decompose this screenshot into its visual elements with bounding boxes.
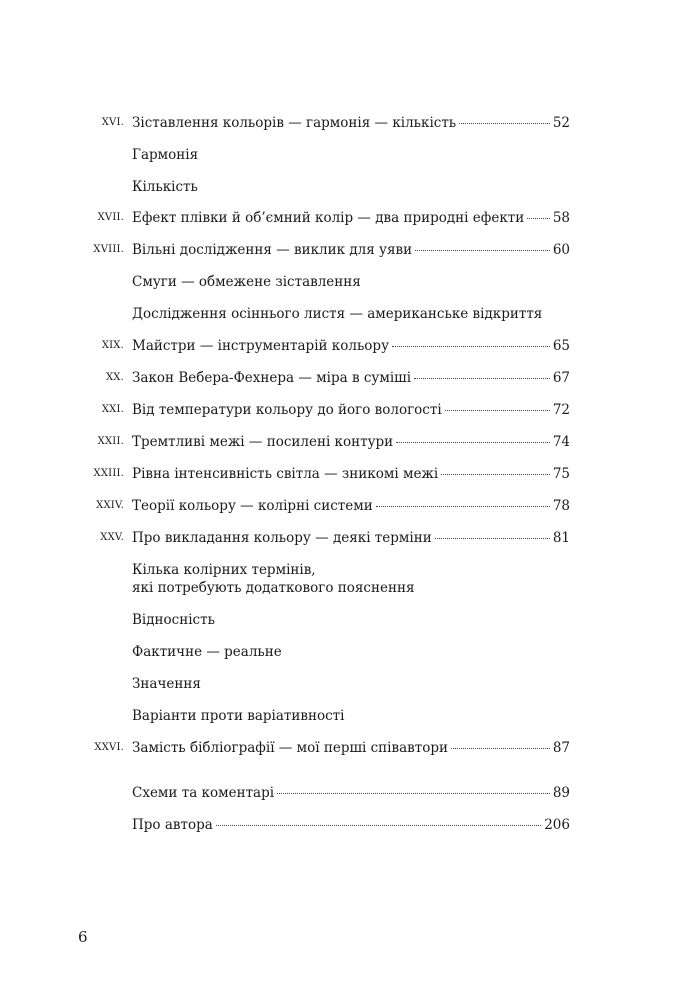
subsection-title-line-2: які потребують додаткового пояснення — [132, 580, 415, 596]
page-number: 60 — [552, 242, 570, 258]
toc-entry-xxii[interactable] — [0, 432, 690, 454]
toc-subentry-factual[interactable] — [0, 642, 690, 664]
toc-entry-about[interactable] — [0, 815, 690, 837]
chapter-title: Майстри — інструментарій кольору — [132, 338, 390, 354]
toc-subentry-harmony[interactable] — [0, 145, 690, 167]
toc-line — [132, 817, 570, 834]
dot-leader — [396, 442, 550, 443]
subsection-title: Значення — [132, 676, 201, 692]
toc-entry-schemes[interactable] — [0, 783, 690, 805]
page-number: 89 — [552, 785, 570, 801]
toc-line — [132, 498, 570, 515]
chapter-number: XX. — [105, 372, 124, 383]
toc-entry-xviii[interactable] — [0, 240, 690, 262]
chapter-title: Замість бібліографії — мої перші співавтори — [132, 740, 448, 756]
toc-subentry-meaning[interactable] — [0, 674, 690, 696]
page-number: 58 — [552, 210, 570, 226]
subsection-title: Фактичне — реальне — [132, 644, 282, 660]
dot-leader — [451, 748, 550, 749]
page-number: 78 — [552, 498, 570, 514]
toc-entry-xvii[interactable] — [0, 208, 690, 230]
toc-entry-xxiv[interactable] — [0, 496, 690, 518]
page-number: 65 — [552, 338, 570, 354]
toc-entry-xix[interactable] — [0, 336, 690, 358]
toc-line — [132, 210, 570, 227]
toc-subentry-variants[interactable] — [0, 706, 690, 728]
toc-subentry-autumn[interactable] — [0, 304, 690, 326]
toc-line — [132, 242, 570, 259]
page-number: 75 — [552, 466, 570, 482]
chapter-number: XXV. — [100, 532, 124, 543]
toc-line — [132, 402, 570, 419]
chapter-title: Про викладання кольору — деякі терміни — [132, 530, 432, 546]
dot-leader — [445, 410, 550, 411]
toc-line — [132, 785, 570, 802]
toc-subentry-stripes[interactable] — [0, 272, 690, 294]
page-number: 206 — [544, 817, 570, 833]
subsection-title: Гармонія — [132, 147, 199, 163]
toc-line — [132, 338, 570, 355]
dot-leader — [435, 538, 550, 539]
toc-entry-xxv[interactable] — [0, 528, 690, 550]
toc-line — [132, 740, 570, 757]
section-title: Схеми та коментарі — [132, 785, 275, 801]
toc-line — [132, 466, 570, 483]
page-number: 74 — [552, 434, 570, 450]
dot-leader — [277, 793, 550, 794]
subsection-title: Смуги — обмежене зіставлення — [132, 274, 361, 290]
toc-entry-xx[interactable] — [0, 368, 690, 390]
chapter-title: Тремтливі межі — посилені контури — [132, 434, 394, 450]
toc-entry-xxiii[interactable] — [0, 464, 690, 486]
chapter-number: XVI. — [101, 117, 124, 128]
chapter-number: XVIII. — [93, 244, 124, 255]
section-title: Про автора — [132, 817, 213, 833]
toc-subentry-relativity[interactable] — [0, 610, 690, 632]
subsection-title: Варіанти проти варіативності — [132, 708, 345, 724]
dot-leader — [441, 474, 550, 475]
toc-entry-xvi[interactable] — [0, 113, 690, 135]
chapter-number: XXVI. — [94, 742, 124, 753]
dot-leader — [459, 123, 550, 124]
toc-line — [132, 370, 570, 387]
chapter-number: XXIV. — [96, 500, 124, 511]
page-folio-number: 6 — [78, 928, 88, 946]
toc-line — [132, 530, 570, 547]
subsection-title: Відносність — [132, 612, 215, 628]
toc-subentry-quantity[interactable] — [0, 177, 690, 199]
subsection-title: Кількість — [132, 179, 198, 195]
dot-leader — [414, 378, 550, 379]
toc-entry-xxi[interactable] — [0, 400, 690, 422]
chapter-title: Від температури кольору до його вологості — [132, 402, 442, 418]
subsection-title: Дослідження осіннього листя — американське відкриття — [132, 306, 543, 322]
page-number: 52 — [552, 115, 570, 131]
chapter-number: XXIII. — [93, 468, 124, 479]
chapter-number: XIX. — [101, 340, 124, 351]
page-number: 72 — [552, 402, 570, 418]
page-number: 87 — [552, 740, 570, 756]
dot-leader — [216, 825, 541, 826]
chapter-title: Вільні дослідження — виклик для уяви — [132, 242, 413, 258]
toc-line — [132, 115, 570, 132]
chapter-number: XXI. — [101, 404, 124, 415]
chapter-number: XXII. — [97, 436, 124, 447]
dot-leader — [527, 218, 550, 219]
chapter-title: Ефект плівки й об’ємний колір — два природні ефекти — [132, 210, 525, 226]
dot-leader — [415, 250, 550, 251]
dot-leader — [392, 346, 550, 347]
chapter-title: Закон Вебера-Фехнера — міра в суміші — [132, 370, 412, 386]
toc-subentry-terms[interactable] — [0, 561, 690, 601]
chapter-title: Рівна інтенсивність світла — зникомі межі — [132, 466, 439, 482]
page-number: 67 — [552, 370, 570, 386]
chapter-title: Зіставлення кольорів — гармонія — кількість — [132, 115, 457, 131]
toc-line — [132, 434, 570, 451]
page-number: 81 — [552, 530, 570, 546]
dot-leader — [376, 506, 550, 507]
toc-entry-xxvi[interactable] — [0, 738, 690, 760]
subsection-title-line-1: Кілька колірних термінів, — [132, 562, 316, 578]
chapter-number: XVII. — [97, 212, 124, 223]
chapter-title: Теорії кольору — колірні системи — [132, 498, 373, 514]
